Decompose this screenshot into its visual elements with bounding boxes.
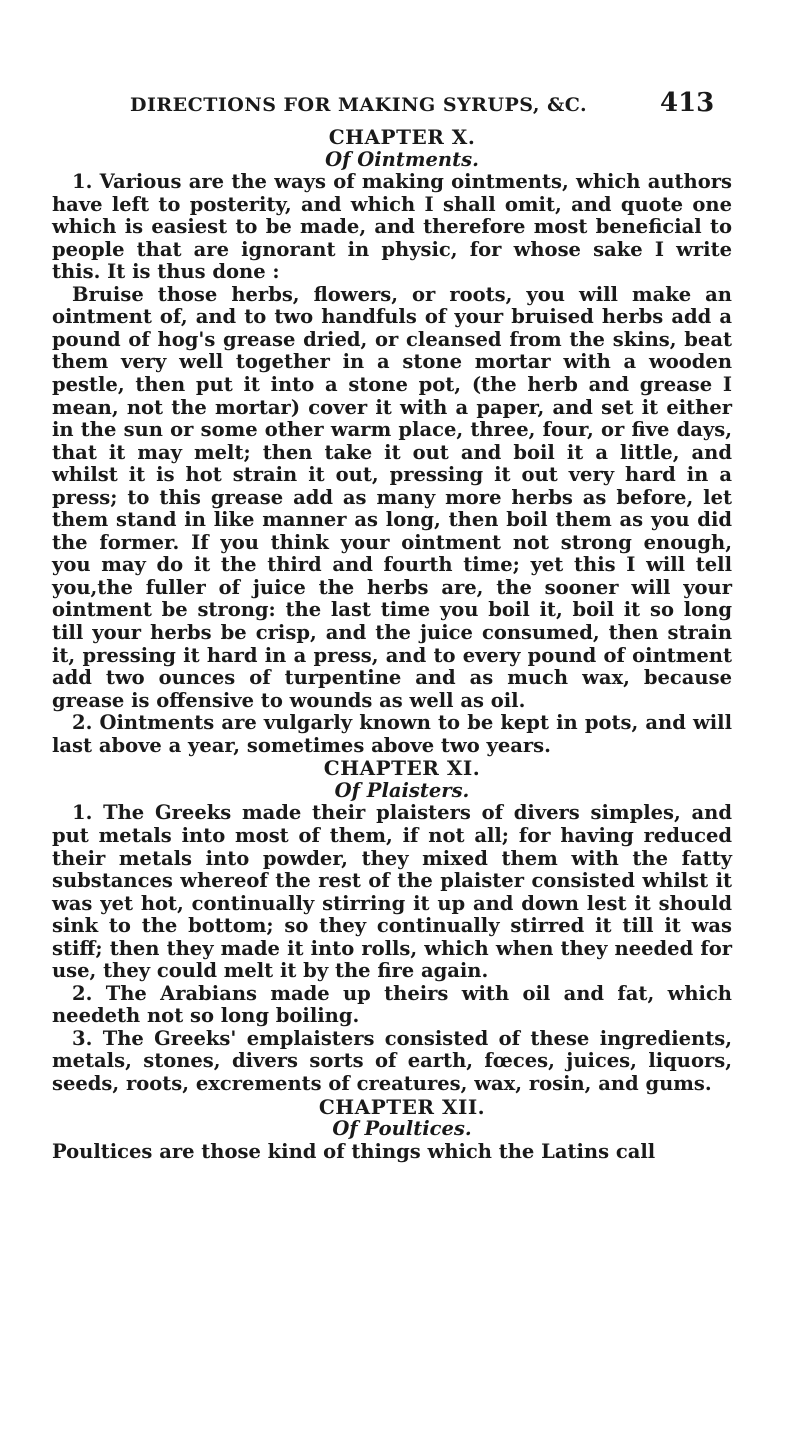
chapter-11-heading: CHAPTER XI. [323,756,481,781]
chapter-11-paragraph-1: 1. The Greeks made their plaisters of divers simples, and put metals into most of them, if not all; for having reduced their metals into powder, they mixed them with the fatty substances whereof the rest of the plaister consisted whilst it was yet hot, continually stirring it up and down lest it should sink to the bottom; so they continually stirred it till it was stiff; then they made it into rolls, which when they needed for use, they could melt it by the fire again. [52,801,732,983]
chapter-11-paragraph-3: 3. The Greeks' emplaisters consisted of these ingredients, metals, stones, divers sorts of earth, fœces, juices, liquors, seeds, roots, excrements of creatures, wax, rosin, and gums. [52,1026,732,1095]
chapter-10-subtitle: Of Ointments. [325,147,479,171]
chapter-10-paragraph-3: 2. Ointments are vulgarly known to be kept in pots, and will last above a year, sometimes above two years. [52,711,732,757]
chapter-10-paragraph-2: Bruise those herbs, flowers, or roots, you will make an ointment of, and to two handfuls of your bruised herbs add a pound of hog's grease dried, or cleansed from the skins, beat them very well together in a stone mortar with a wooden pestle, then put it into a stone pot, (the herb and grease I mean, not the mortar) cover it with a paper, and set it either in the sun or some other warm place, three, four, or five days, that it may melt; then take it out and boil it a little, and whilst it is hot strain it out, pressing it out very hard in a press; to this grease add as many more herbs as before, let them stand in like manner as long, then boil them as you did the former. If you think your ointment not strong enough, you may do it the third and fourth time; yet this I will tell you,the fuller of juice the herbs are, the sooner will your ointment be strong: the last time you boil it, boil it so long till your herbs be crisp, and the juice consumed, then strain it, pressing it hard in a press, and to every pound of ointment add two ounces of turpentine and as much wax, because grease is offensive to wounds as well as oil. [52,282,732,712]
chapter-11-paragraph-2: 2. The Arabians made up theirs with oil and fat, which needeth not so long boiling. [52,981,732,1028]
chapter-11-subtitle: Of Plaisters. [334,778,470,802]
page-number: 413 [660,88,715,118]
chapter-10-paragraph-1: 1. Various are the ways of making ointments, which authors have left to posterity, and which I shall omit, and quote one which is easiest to be made, and therefore most beneficial to people that are ignorant in physic, for whose sake I write this. It is thus done : [52,170,732,284]
running-title: DIRECTIONS FOR MAKING SYRUPS, &C. [130,94,588,116]
chapter-12-heading: CHAPTER XII. [318,1094,486,1119]
body-text [52,126,732,1163]
chapter-12-paragraph-1: Poultices are those kind of things which the Latins call [52,1139,656,1163]
chapter-10-heading: CHAPTER X. [328,125,476,149]
chapter-12-subtitle: Of Poultices. [332,1117,472,1141]
running-head [92,88,715,118]
